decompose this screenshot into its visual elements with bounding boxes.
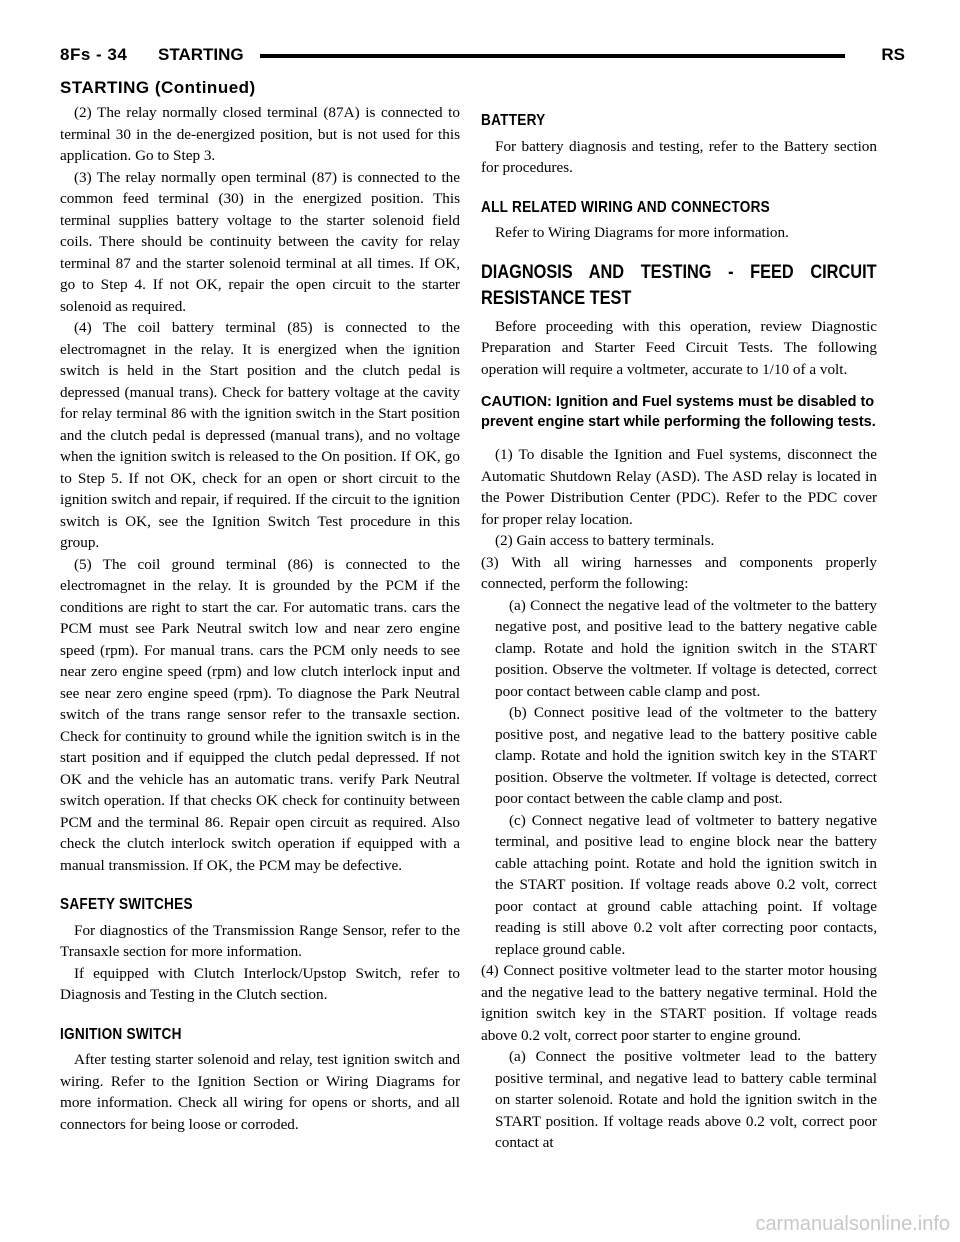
paragraph-safety-1: For diagnostics of the Transmission Range Sensor, refer to the Transaxle section for more information. <box>60 921 460 960</box>
test-step-3b: (b) Connect positive lead of the voltmeter to the battery positive post, and negative lead to the battery positive cable clamp. Rotate and hold the ignition switch key in the START position. Observe the voltmeter. If voltage is detected, correct poor contact between the cable clamp and post. <box>495 704 877 807</box>
paragraph-battery-1: For battery diagnosis and testing, refer to the Battery section for procedures. <box>481 137 877 176</box>
test-step-2: (2) Gain access to battery terminals. <box>495 532 715 549</box>
right-column <box>481 102 877 1154</box>
heading-wiring-connectors: ALL RELATED WIRING AND CONNECTORS <box>481 198 770 216</box>
test-step-4a: (a) Connect the positive voltmeter lead to the battery positive terminal, and negative lead to battery cable terminal on starter solenoid. Rotate and hold the ignition switch in the START position. If voltage reads above 0.2 volt, correct poor contact at <box>495 1048 877 1151</box>
paragraph-step-5: (5) The coil ground terminal (86) is connected to the electromagnet in the relay. It is grounded by the PCM if the conditions are right to start the car. For automatic trans. cars the PCM must see Park Neutral switch low and near zero engine speed (rpm). For manual trans. cars the PCM only needs to see near zero engine speed (rpm) and low clutch interlock input and see near zero engine speed (rpm). To diagnose the Park Neutral switch of the trans range sensor refer to the transaxle section. Check for continuity to ground while the ignition switch is in the start position and if equipped the clutch pedal depressed. If not OK and the vehicle has an automatic trans. verify Park Neutral switch operation. If that checks OK check for continuity between PCM and the terminal 86. Repair open circuit as required. Also check the clutch interlock switch operation if equipped with a manual transmission. If OK, the PCM may be defective. <box>60 555 460 874</box>
heading-safety-switches: SAFETY SWITCHES <box>60 896 193 913</box>
test-step-3a: (a) Connect the negative lead of the voltmeter to the battery negative post, and positive lead to the battery negative cable clamp. Rotate and hold the ignition switch in the START position. Observe the voltmeter. If voltage is detected, correct poor contact between cable clamp and post. <box>495 596 877 700</box>
header-rule <box>260 54 845 58</box>
paragraph-step-2: (2) The relay normally closed terminal (87A) is connected to terminal 30 in the de-energized position, but is not used for this application. Go to Step 3. <box>60 104 460 164</box>
page-number: 8Fs - 34 <box>60 45 128 64</box>
test-step-1: (1) To disable the Ignition and Fuel systems, disconnect the Automatic Shutdown Relay (ASD). The ASD relay is located in the Power Distribution Center (PDC). Refer to the PDC cover for proper relay location. <box>481 446 877 528</box>
heading-battery: BATTERY <box>481 112 546 129</box>
heading-feed-circuit-test: DIAGNOSIS AND TESTING - FEED CIRCUIT RESISTANCE TEST <box>481 261 877 309</box>
header-title: STARTING <box>158 45 244 64</box>
paragraph-step-4: (4) The coil battery terminal (85) is connected to the electromagnet in the relay. It is energized when the ignition switch is held in the Start position and the clutch pedal is depressed (manual trans). Check for battery voltage at the cavity for relay terminal 86 with the ignition switch in the Start position and the clutch pedal is depressed (manual trans), and no voltage when the ignition switch is released to the On position. If OK, go to Step 5. If not OK, check for an open or short circuit to the ignition switch and repair, if required. If the circuit to the ignition switch is OK, see the Ignition Switch Test procedure in this group. <box>60 319 460 551</box>
page-header <box>60 45 905 75</box>
paragraph-ignition-1: After testing starter solenoid and relay, test ignition switch and wiring. Refer to the Ignition Section or Wiring Diagrams for more information. Check all wiring for opens or shorts, and all connectors for being loose or corroded. <box>60 1051 460 1133</box>
paragraph-diag-intro: Before proceeding with this operation, review Diagnostic Preparation and Starter Feed Circuit Tests. The following operation will require a voltmeter, accurate to 1/10 of a volt. <box>481 317 877 378</box>
header-code: RS <box>881 45 905 64</box>
paragraph-wiring-1: Refer to Wiring Diagrams for more information. <box>495 224 789 241</box>
left-column <box>60 102 460 1135</box>
test-step-3: (3) With all wiring harnesses and components properly connected, perform the following: <box>481 553 877 592</box>
caution-note: CAUTION: Ignition and Fuel systems must be disabled to prevent engine start while performing the following tests. <box>481 394 876 430</box>
watermark-text: carmanualsonline.info <box>755 1213 950 1235</box>
paragraph-step-3: (3) The relay normally open terminal (87) is connected to the common feed terminal (30) in the energized position. This terminal supplies battery voltage to the starter solenoid field coils. There should be continuity between the cavity for relay terminal 87 and the starter solenoid terminal at all times. If OK, go to Step 4. If not OK, repair the open circuit to the starter solenoid as required. <box>60 168 460 315</box>
paragraph-safety-2: If equipped with Clutch Interlock/Upstop Switch, refer to Diagnosis and Testing in the Clutch section. <box>60 964 460 1003</box>
section-continued-title: STARTING (Continued) <box>60 78 256 97</box>
test-step-4: (4) Connect positive voltmeter lead to the starter motor housing and the negative lead to the battery negative terminal. Hold the ignition switch key in the START position. If voltage reads above 0.2 volt, correct poor starter to engine ground. <box>481 962 877 1044</box>
heading-ignition-switch: IGNITION SWITCH <box>60 1025 182 1043</box>
test-step-3c: (c) Connect negative lead of voltmeter to battery negative terminal, and positive lead to engine block near the battery cable attaching point. Rotate and hold the ignition switch in the START position. If voltage reads above 0.2 volt, correct poor contact at ground cable attaching point. If voltage reading is still above 0.2 volt after correcting poor contacts, replace ground cable. <box>495 811 877 958</box>
